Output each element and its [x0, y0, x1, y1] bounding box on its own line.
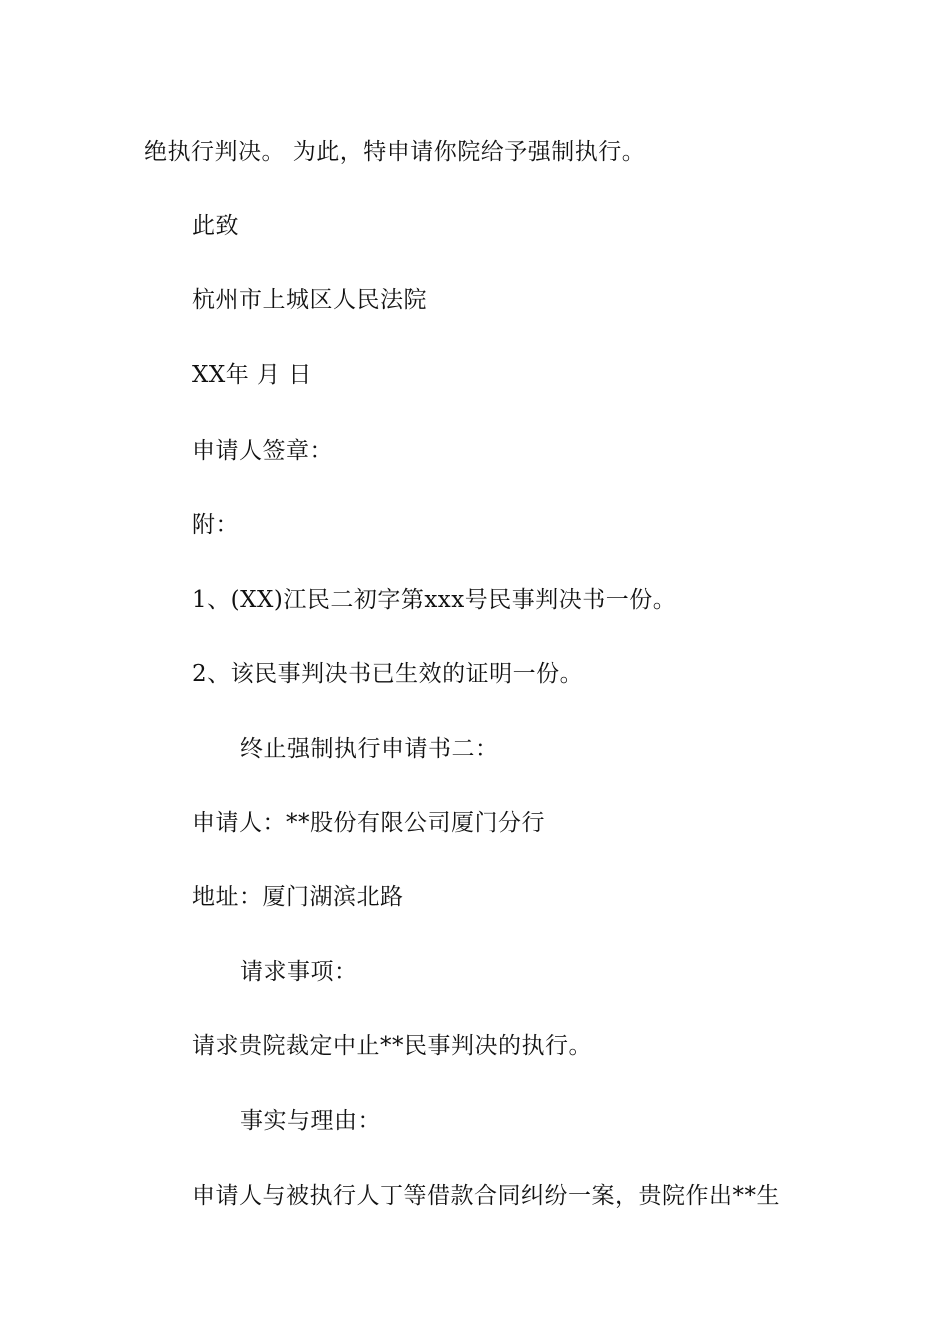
- text-line-attachment-2: 2、该民事判决书已生效的证明一份。: [192, 661, 584, 687]
- section-title-requests: 请求事项：: [240, 959, 358, 985]
- text-line-date: XX年 月 日: [192, 362, 312, 388]
- text-line-continuation: 绝执行判决。 为此，特申请你院给予强制执行。: [144, 139, 646, 165]
- text-line-request: 请求贵院裁定中止**民事判决的执行。: [192, 1033, 592, 1059]
- section-title-second-application: 终止强制执行申请书二：: [240, 736, 499, 762]
- text-line-signature: 申请人签章：: [192, 438, 333, 464]
- text-line-court-name: 杭州市上城区人民法院: [192, 287, 427, 313]
- text-line-attachment-1: 1、(XX)江民二初字第xxx号民事判决书一份。: [192, 587, 677, 613]
- text-line-attachments-heading: 附：: [192, 512, 239, 538]
- section-title-facts-and-reasons: 事实与理由：: [240, 1108, 381, 1134]
- text-line-salutation: 此致: [192, 213, 239, 239]
- text-line-applicant: 申请人：**股份有限公司厦门分行: [192, 810, 545, 836]
- text-line-address: 地址：厦门湖滨北路: [192, 884, 404, 910]
- text-line-facts: 申请人与被执行人丁等借款合同纠纷一案，贵院作出**生: [192, 1183, 780, 1209]
